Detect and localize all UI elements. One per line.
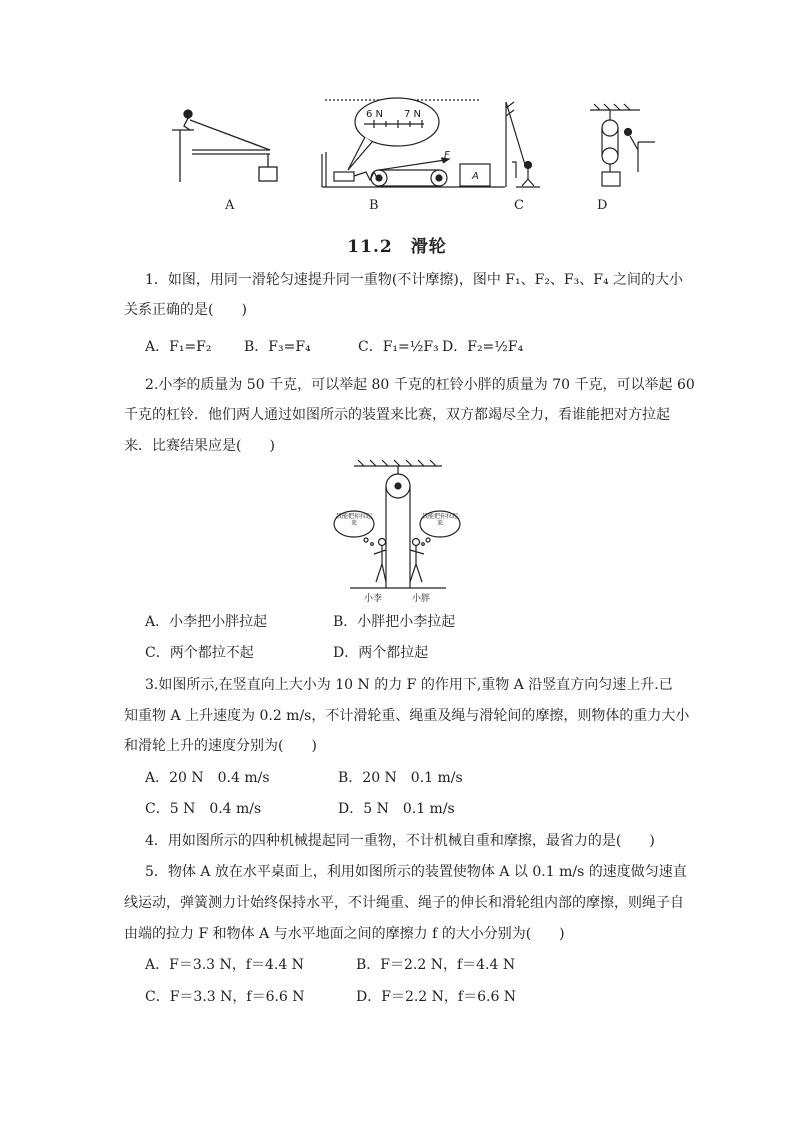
q5-option-a: A．F＝3.3 N，f＝4.4 N <box>145 957 304 973</box>
q2-line-3: 来．比赛结果应是( ) <box>124 438 275 454</box>
q2-line-2: 千克的杠铃．他们两人通过如图所示的装置来比赛，双方都竭尽全力，看谁能把对方拉起 <box>124 407 670 423</box>
q3-option-c: C．5 N 0.4 m/s <box>145 801 262 817</box>
q2-line-1: 2.小李的质量为 50 千克，可以举起 80 千克的杠铃小胖的质量为 70 千克，可以举起 60 <box>145 377 695 393</box>
block-label: A <box>472 171 479 182</box>
q3-line-1: 3.如图所示,在竖直向上大小为 10 N 的力 F 的作用下,重物 A 沿竖直方向匀速上升.已 <box>145 677 673 693</box>
figure-a-lever <box>172 110 277 182</box>
q2-option-c: C．两个都拉不起 <box>145 645 254 661</box>
scale-label-right: 7 N <box>404 109 422 120</box>
figure-label-d: D <box>597 198 608 213</box>
left-thought-bubble: 我能把你拉起来 <box>336 513 372 527</box>
q3-option-d: D．5 N 0.1 m/s <box>338 801 455 817</box>
top-figures-diagram <box>160 92 660 212</box>
scale-label-left: 6 N <box>366 109 384 120</box>
q5-option-c: C．F＝3.3 N，f＝6.6 N <box>145 989 305 1005</box>
q5-line-2: 线运动，弹簧测力计始终保持水平，不计绳重、绳子的伸长和滑轮组内部的摩擦，则绳子自 <box>124 895 684 911</box>
q2-option-b: B．小胖把小李拉起 <box>333 614 456 630</box>
person-label-right: 小胖 <box>412 594 431 604</box>
q3-line-2: 知重物 A 上升速度为 0.2 m/s，不计滑轮重、绳重及绳与滑轮间的摩擦，则物体的重力大小 <box>124 708 690 724</box>
q5-option-d: D．F＝2.2 N，f＝6.6 N <box>356 989 517 1005</box>
person-label-left: 小李 <box>364 594 383 604</box>
q1-option-c: C．F₁=½F₃ <box>358 339 439 355</box>
q1-option-d: D．F₂=½F₄ <box>442 339 524 355</box>
q3-option-a: A．20 N 0.4 m/s <box>145 770 270 786</box>
q2-option-a: A．小李把小胖拉起 <box>145 614 268 630</box>
q1-line-1: 1．如图，用同一滑轮匀速提升同一重物(不计摩擦)，图中 F₁、F₂、F₃、F₄ 之间的大小 <box>145 272 684 288</box>
force-label: F <box>444 150 450 161</box>
figure-label-c: C <box>514 198 524 213</box>
q2-option-d: D．两个都拉起 <box>333 645 429 661</box>
right-thought-bubble: 我能把你拉起来 <box>422 513 458 527</box>
q1-option-a: A．F₁=F₂ <box>145 339 212 355</box>
q4-line-1: 4．用如图所示的四种机械提起同一重物，不计机械自重和摩擦，最省力的是( ) <box>145 833 655 849</box>
figure-d-fixed-pulley <box>590 104 655 186</box>
q1-option-b: B．F₃=F₄ <box>244 339 311 355</box>
q3-line-3: 和滑轮上升的速度分别为( ) <box>124 738 317 754</box>
q5-line-1: 5．物体 A 放在水平桌面上，利用如图所示的装置使物体 A 以 0.1 m/s 的速度做匀速直 <box>145 864 687 880</box>
q1-line-2: 关系正确的是( ) <box>124 302 247 318</box>
figure-c-person-rope <box>506 102 540 187</box>
q5-option-b: B．F＝2.2 N，f＝4.4 N <box>356 957 516 973</box>
figure-label-a: A <box>225 198 235 213</box>
q2-pulley-figure <box>330 460 470 605</box>
q3-option-b: B．20 N 0.1 m/s <box>338 770 463 786</box>
section-title: 11.2 滑轮 <box>347 237 447 257</box>
q5-line-3: 由端的拉力 F 和物体 A 与水平地面之间的摩擦力 f 的大小分别为( ) <box>124 926 565 942</box>
figure-label-b: B <box>369 198 379 213</box>
